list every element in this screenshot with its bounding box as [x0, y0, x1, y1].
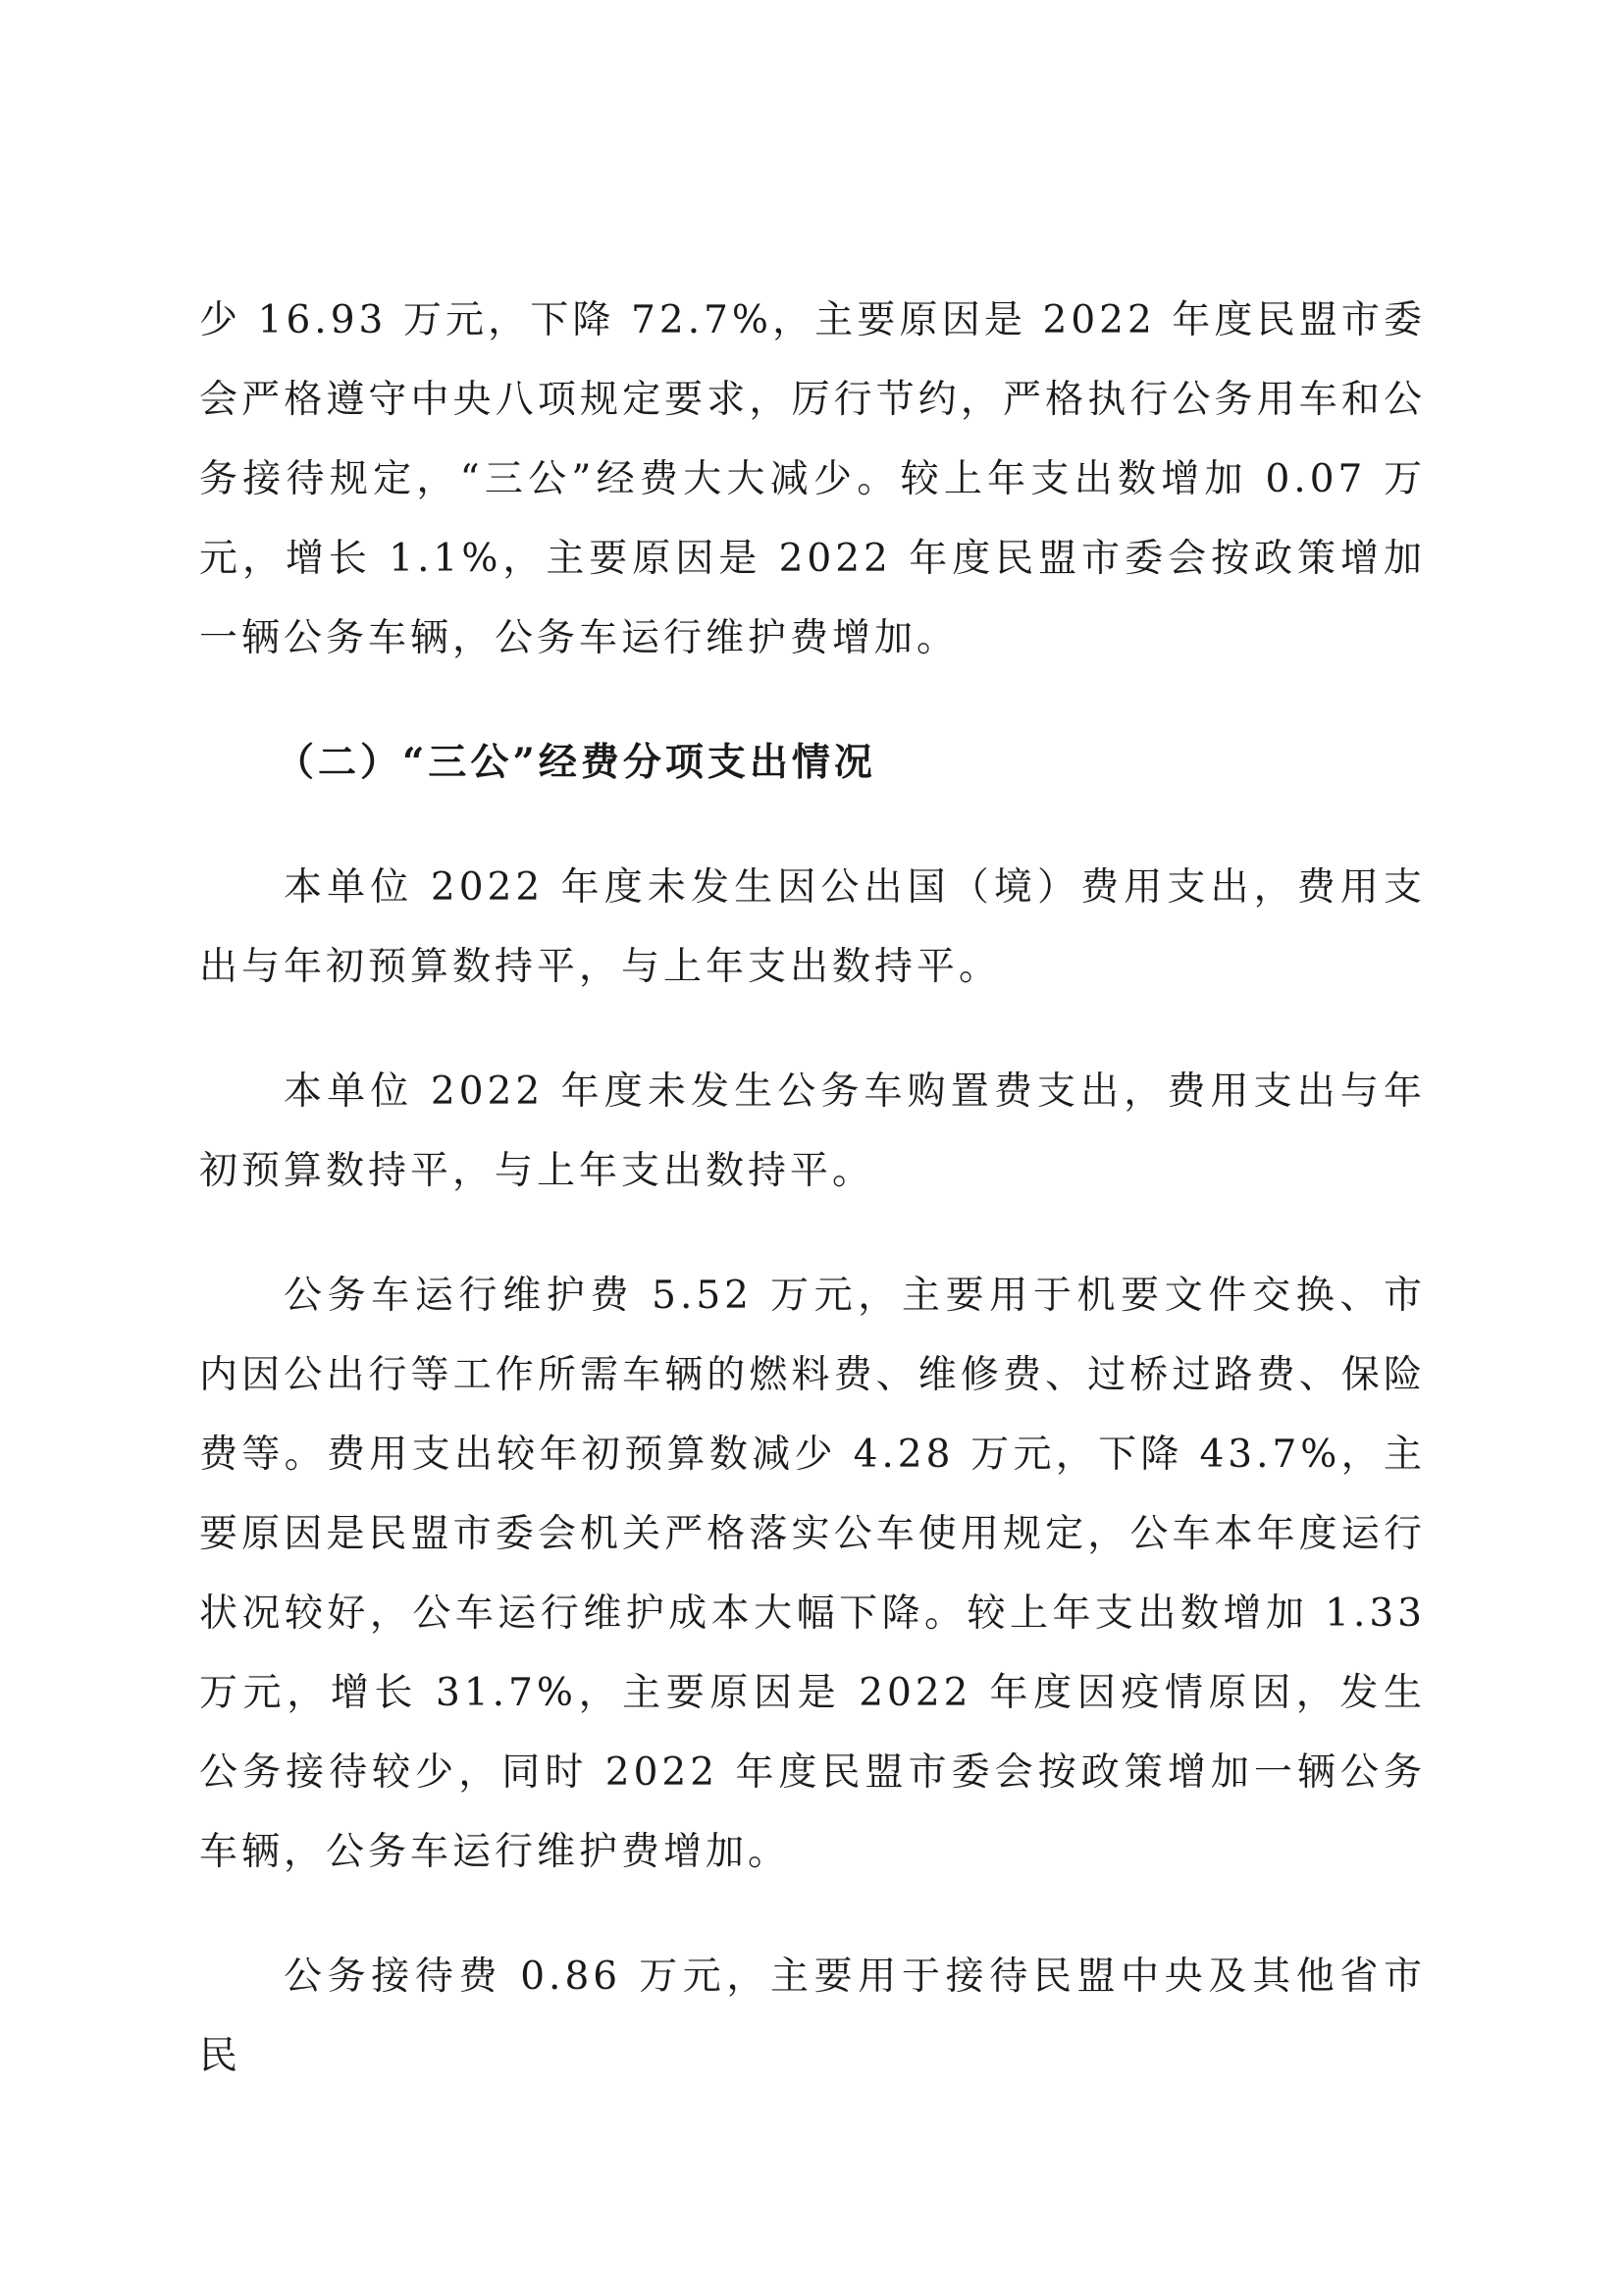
paragraph-summary-continued: 少 16.93 万元，下降 72.7%，主要原因是 2022 年度民盟市委会严格遵守中央八项规定要求，厉行节约，严格执行公务用车和公务接待规定，“三公”经费大大减少。较上年支出数增加 0.07 万元，增长 1.1%，主要原因是 2022 年度民盟市委会按政策增加一辆公务车辆，公务车运行维护费增加。 — [199, 298, 1426, 660]
paragraph-vehicle-maintenance: 公务车运行维护费 5.52 万元，主要用于机要文件交换、市内因公出行等工作所需车辆的燃料费、维修费、过桥过路费、保险费等。费用支出较年初预算数减少 4.28 万元，下降 43.7%，主要原因是民盟市委会机关严格落实公车使用规定，公车本年度运行状况较好，公车运行维护成本大幅下降。较上年支出数增加 1.33 万元，增长 31.7%，主要原因是 2022 年度因疫情原因，发生公务接待较少，同时 2022 年度民盟市委会按政策增加一辆公务车辆，公务车运行维护费增加。 — [199, 1274, 1426, 1874]
paragraph-vehicle-purchase: 本单位 2022 年度未发生公务车购置费支出，费用支出与年初预算数持平，与上年支出数持平。 — [199, 1070, 1426, 1193]
section-heading: （二）“三公”经费分项支出情况 — [276, 740, 876, 785]
document-page — [199, 281, 1426, 2096]
paragraph-overseas-travel: 本单位 2022 年度未发生因公出国（境）费用支出，费用支出与年初预算数持平，与上年支出数持平。 — [199, 865, 1426, 989]
paragraph-reception: 公务接待费 0.86 万元，主要用于接待民盟中央及其他省市民 — [199, 1955, 1426, 2078]
